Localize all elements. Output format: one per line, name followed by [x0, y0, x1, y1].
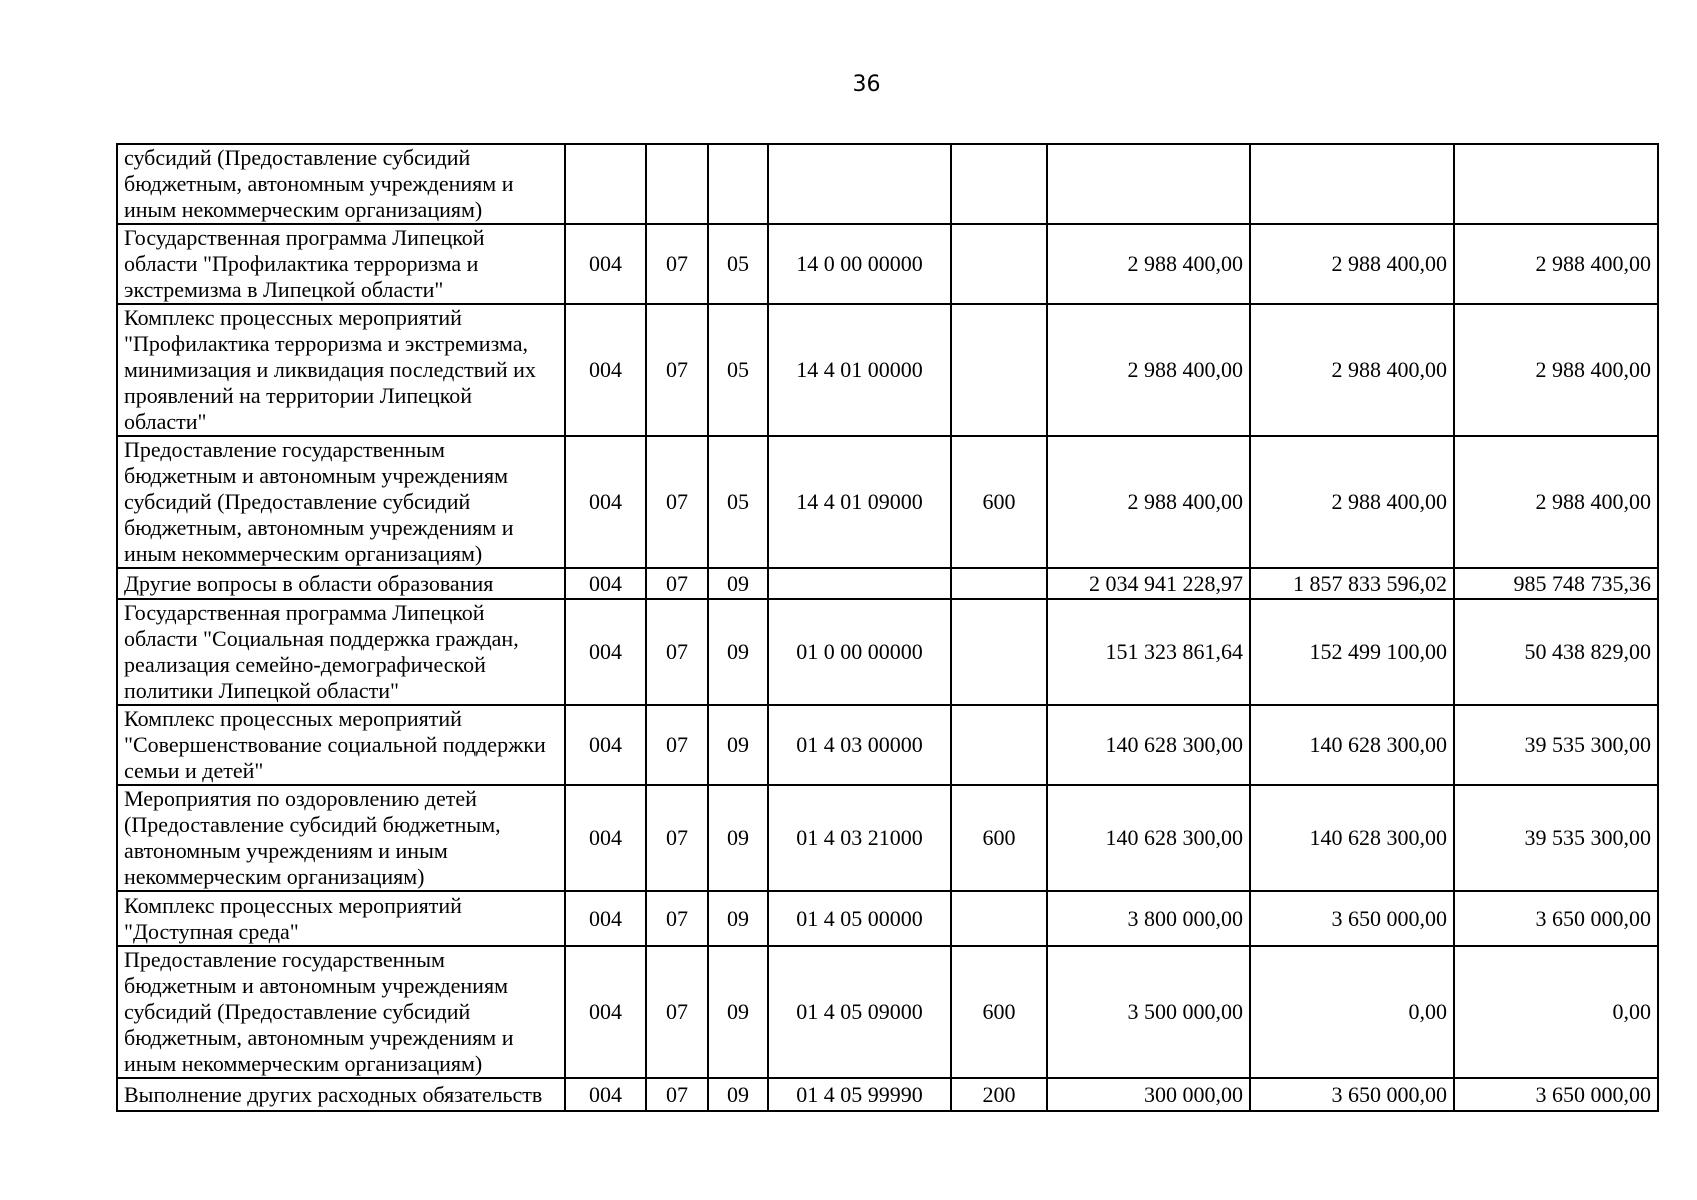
cell-sum-1: 3 800 000,00: [1047, 891, 1250, 946]
cell-sum-3: 3 650 000,00: [1454, 1078, 1658, 1111]
cell-section: 07: [646, 599, 708, 705]
cell-target: [768, 144, 951, 224]
cell-target: 01 4 03 21000: [768, 785, 951, 891]
table-row: [117, 785, 1658, 891]
cell-sum-3: 2 988 400,00: [1454, 304, 1658, 436]
cell-target: 01 4 05 99990: [768, 1078, 951, 1111]
cell-name: Комплекс процессных мероприятий "Доступная среда": [117, 891, 565, 946]
table-row: [117, 599, 1658, 705]
cell-sum-2: 2 988 400,00: [1250, 224, 1454, 304]
table-row: [117, 705, 1658, 785]
cell-subsection: 09: [708, 946, 768, 1078]
cell-admin: 004: [565, 891, 646, 946]
cell-sum-3: 39 535 300,00: [1454, 705, 1658, 785]
cell-section: 07: [646, 705, 708, 785]
cell-sum-2: [1250, 144, 1454, 224]
cell-subsection: 09: [708, 705, 768, 785]
cell-target: 01 4 05 09000: [768, 946, 951, 1078]
page-number: 36: [852, 72, 881, 97]
cell-admin: 004: [565, 599, 646, 705]
cell-admin: 004: [565, 224, 646, 304]
cell-name: Другие вопросы в области образования: [117, 568, 565, 599]
cell-target: 14 4 01 00000: [768, 304, 951, 436]
budget-table: [116, 143, 1659, 1112]
cell-sum-3: 0,00: [1454, 946, 1658, 1078]
cell-admin: 004: [565, 705, 646, 785]
budget-table-body: [117, 144, 1658, 1111]
cell-admin: 004: [565, 946, 646, 1078]
cell-name: Предоставление государственным бюджетным и автономным учреждениям субсидий (Предоставление субсидий бюджетным, автономным учреждениям и иным некоммерческим организациям): [117, 436, 565, 568]
table-row: [117, 304, 1658, 436]
cell-sum-1: 140 628 300,00: [1047, 705, 1250, 785]
cell-type: [951, 304, 1047, 436]
cell-section: 07: [646, 304, 708, 436]
cell-type: [951, 144, 1047, 224]
cell-sum-3: 2 988 400,00: [1454, 224, 1658, 304]
table-row: [117, 436, 1658, 568]
cell-sum-2: 3 650 000,00: [1250, 891, 1454, 946]
cell-name: Комплекс процессных мероприятий "Совершенствование социальной поддержки семьи и детей": [117, 705, 565, 785]
cell-subsection: 09: [708, 568, 768, 599]
table-row: [117, 1078, 1658, 1111]
cell-sum-2: 140 628 300,00: [1250, 785, 1454, 891]
cell-sum-1: 2 034 941 228,97: [1047, 568, 1250, 599]
cell-sum-1: 140 628 300,00: [1047, 785, 1250, 891]
cell-sum-1: 151 323 861,64: [1047, 599, 1250, 705]
table-row: [117, 224, 1658, 304]
cell-name: Выполнение других расходных обязательств: [117, 1078, 565, 1111]
cell-sum-1: 3 500 000,00: [1047, 946, 1250, 1078]
cell-type: [951, 224, 1047, 304]
cell-admin: 004: [565, 304, 646, 436]
cell-sum-3: 2 988 400,00: [1454, 436, 1658, 568]
cell-subsection: 09: [708, 785, 768, 891]
cell-section: [646, 144, 708, 224]
cell-type: [951, 599, 1047, 705]
cell-target: 01 0 00 00000: [768, 599, 951, 705]
cell-type: [951, 891, 1047, 946]
cell-sum-1: [1047, 144, 1250, 224]
table-row: [117, 568, 1658, 599]
cell-section: 07: [646, 436, 708, 568]
table-row: [117, 144, 1658, 224]
cell-sum-3: 39 535 300,00: [1454, 785, 1658, 891]
cell-admin: 004: [565, 785, 646, 891]
cell-type: 200: [951, 1078, 1047, 1111]
cell-subsection: 09: [708, 599, 768, 705]
cell-sum-3: 985 748 735,36: [1454, 568, 1658, 599]
cell-target: 14 0 00 00000: [768, 224, 951, 304]
cell-sum-1: 300 000,00: [1047, 1078, 1250, 1111]
cell-admin: 004: [565, 436, 646, 568]
cell-sum-3: [1454, 144, 1658, 224]
cell-section: 07: [646, 568, 708, 599]
cell-sum-3: 50 438 829,00: [1454, 599, 1658, 705]
cell-sum-2: 0,00: [1250, 946, 1454, 1078]
cell-name: Государственная программа Липецкой области "Профилактика терроризма и экстремизма в Липецкой области": [117, 224, 565, 304]
cell-sum-1: 2 988 400,00: [1047, 436, 1250, 568]
cell-section: 07: [646, 224, 708, 304]
cell-name: субсидий (Предоставление субсидий бюджетным, автономным учреждениям и иным некоммерческим организациям): [117, 144, 565, 224]
cell-sum-2: 2 988 400,00: [1250, 304, 1454, 436]
cell-sum-2: 3 650 000,00: [1250, 1078, 1454, 1111]
cell-sum-2: 2 988 400,00: [1250, 436, 1454, 568]
cell-subsection: 09: [708, 1078, 768, 1111]
cell-section: 07: [646, 891, 708, 946]
cell-sum-1: 2 988 400,00: [1047, 304, 1250, 436]
cell-target: 01 4 03 00000: [768, 705, 951, 785]
cell-name: Государственная программа Липецкой области "Социальная поддержка граждан, реализация семейно-демографической политики Липецкой области": [117, 599, 565, 705]
table-row: [117, 891, 1658, 946]
cell-section: 07: [646, 785, 708, 891]
cell-sum-2: 1 857 833 596,02: [1250, 568, 1454, 599]
cell-subsection: 05: [708, 304, 768, 436]
cell-target: 01 4 05 00000: [768, 891, 951, 946]
cell-type: [951, 705, 1047, 785]
cell-subsection: 09: [708, 891, 768, 946]
cell-name: Комплекс процессных мероприятий "Профилактика терроризма и экстремизма, минимизация и ликвидация последствий их проявлений на территории Липецкой области": [117, 304, 565, 436]
cell-subsection: 05: [708, 436, 768, 568]
cell-sum-3: 3 650 000,00: [1454, 891, 1658, 946]
cell-sum-1: 2 988 400,00: [1047, 224, 1250, 304]
cell-section: 07: [646, 1078, 708, 1111]
cell-subsection: 05: [708, 224, 768, 304]
cell-name: Мероприятия по оздоровлению детей (Предоставление субсидий бюджетным, автономным учреждениям и иным некоммерческим организациям): [117, 785, 565, 891]
cell-type: 600: [951, 785, 1047, 891]
cell-subsection: [708, 144, 768, 224]
cell-type: [951, 568, 1047, 599]
cell-admin: [565, 144, 646, 224]
cell-type: 600: [951, 946, 1047, 1078]
cell-admin: 004: [565, 1078, 646, 1111]
cell-type: 600: [951, 436, 1047, 568]
table-row: [117, 946, 1658, 1078]
cell-sum-2: 140 628 300,00: [1250, 705, 1454, 785]
cell-name: Предоставление государственным бюджетным и автономным учреждениям субсидий (Предоставление субсидий бюджетным, автономным учреждениям и иным некоммерческим организациям): [117, 946, 565, 1078]
cell-target: [768, 568, 951, 599]
cell-sum-2: 152 499 100,00: [1250, 599, 1454, 705]
cell-section: 07: [646, 946, 708, 1078]
cell-admin: 004: [565, 568, 646, 599]
cell-target: 14 4 01 09000: [768, 436, 951, 568]
